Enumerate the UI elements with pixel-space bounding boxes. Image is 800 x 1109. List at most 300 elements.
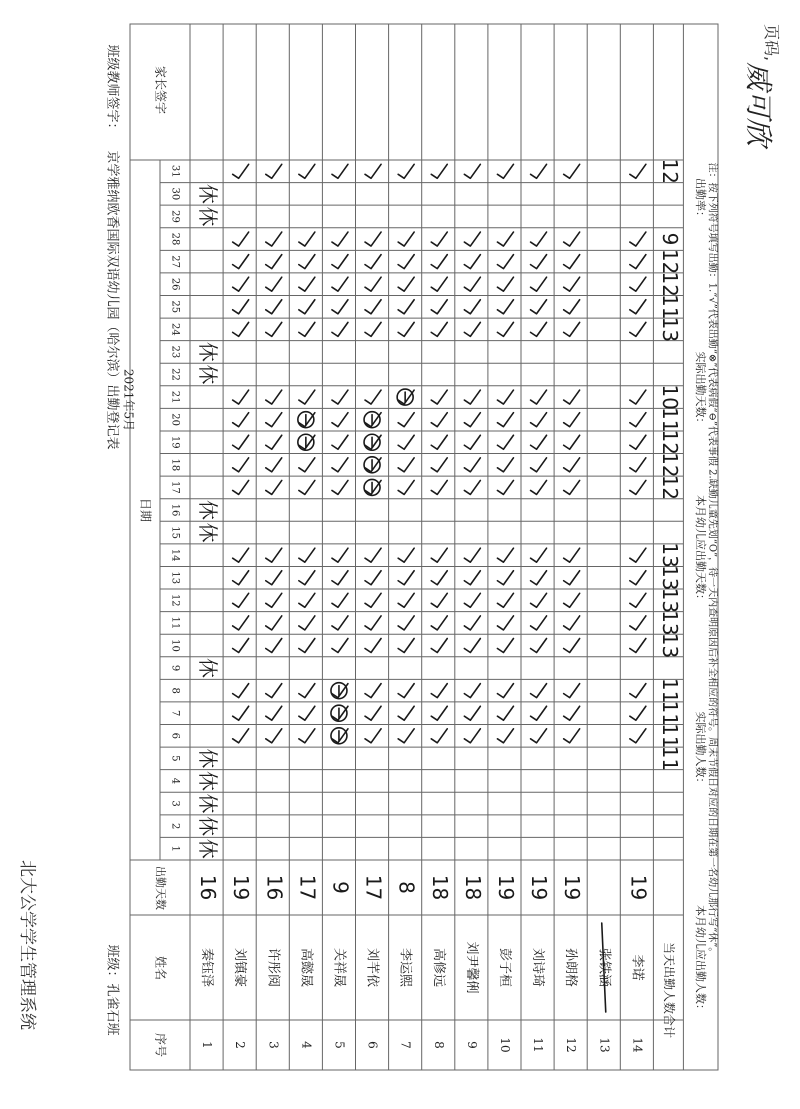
- check-mark: [564, 164, 580, 178]
- check-mark: [365, 593, 381, 607]
- day-number-23: 23: [169, 345, 181, 359]
- row-index: 7: [398, 1041, 413, 1049]
- day-number-26: 26: [169, 277, 181, 291]
- check-mark: [564, 638, 580, 652]
- check-mark: [531, 232, 547, 246]
- check-mark: [398, 413, 414, 427]
- row-index: 4: [299, 1041, 314, 1049]
- actual-label: 实际出勤人数：: [694, 711, 707, 789]
- daily-total: 11: [657, 677, 682, 704]
- attendance-count: 19: [527, 874, 552, 901]
- check-mark: [497, 616, 513, 630]
- check-mark: [365, 232, 381, 246]
- check-mark: [332, 435, 348, 449]
- daily-total: 13: [657, 542, 682, 568]
- check-mark: [497, 458, 513, 472]
- check-mark: [398, 548, 414, 562]
- check-mark: [564, 413, 580, 427]
- check-mark: [531, 571, 547, 585]
- day-number-29: 29: [169, 210, 181, 223]
- day-number-8: 8: [169, 687, 181, 694]
- check-mark: [531, 480, 547, 494]
- check-mark: [266, 255, 282, 269]
- day-number-1: 1: [169, 845, 181, 852]
- check-mark: [630, 593, 646, 607]
- student-name: 高修远: [430, 947, 446, 988]
- day-number-20: 20: [169, 413, 181, 427]
- check-mark: [531, 593, 547, 607]
- row-index: 11: [531, 1037, 546, 1053]
- check-mark: [531, 684, 547, 698]
- attendance-count: 17: [295, 874, 320, 901]
- check-mark: [531, 435, 547, 449]
- check-mark: [233, 413, 249, 427]
- day-number-22: 22: [169, 368, 181, 381]
- check-mark: [299, 706, 315, 720]
- check-mark: [266, 458, 282, 472]
- check-mark: [497, 706, 513, 720]
- attendance-count: 19: [229, 874, 254, 901]
- day-number-3: 3: [169, 800, 181, 807]
- day-number-18: 18: [169, 458, 181, 472]
- check-mark: [233, 255, 249, 269]
- daily-total: 12: [657, 429, 682, 455]
- handwritten-signature: 威可欣: [742, 62, 775, 147]
- day-number-13: 13: [169, 571, 181, 585]
- student-name: 李诺: [629, 954, 645, 981]
- check-mark: [464, 638, 480, 652]
- check-mark: [431, 255, 447, 269]
- check-mark: [531, 616, 547, 630]
- check-mark: [299, 548, 315, 562]
- check-mark: [531, 706, 547, 720]
- check-mark: [431, 638, 447, 652]
- check-mark: [332, 255, 348, 269]
- holiday-mark: 休: [196, 838, 221, 859]
- check-mark: [233, 390, 249, 404]
- attendance-count: 9: [328, 881, 353, 894]
- note-line: 注：按下列符号填写出勤：1.“√”代表出勤“⊗”代表病假“⊖”代表事假 2.缺勤儿童先划“O”，待一天内查明原因后补全相应的符号。周末节假日对应的日期在第一名幼儿那行写“休”。: [706, 162, 718, 958]
- holiday-mark: 休: [196, 770, 221, 791]
- check-mark: [332, 277, 348, 291]
- check-mark: [266, 729, 282, 743]
- check-mark: [531, 255, 547, 269]
- student-name: 关祥晟: [331, 947, 347, 988]
- check-mark: [299, 458, 315, 472]
- check-mark: [266, 390, 282, 404]
- student-name: 刘镇豪: [232, 947, 248, 988]
- check-mark: [464, 435, 480, 449]
- check-mark: [497, 413, 513, 427]
- attendance-count: 18: [460, 874, 485, 901]
- day-number-2: 2: [169, 822, 181, 830]
- check-mark: [431, 390, 447, 404]
- check-mark: [497, 300, 513, 314]
- daily-total: 11: [657, 723, 682, 749]
- check-mark: [464, 300, 480, 314]
- check-mark: [332, 413, 348, 427]
- check-mark: [464, 413, 480, 427]
- check-mark: [233, 277, 249, 291]
- row-index: 1: [200, 1041, 215, 1049]
- check-mark: [332, 571, 348, 585]
- daily-total: 11: [657, 294, 682, 320]
- check-mark: [431, 706, 447, 720]
- check-mark: [266, 164, 282, 178]
- check-mark: [497, 435, 513, 449]
- check-mark: [233, 458, 249, 472]
- day-number-27: 27: [169, 255, 181, 268]
- check-mark: [630, 729, 646, 743]
- check-mark: [464, 480, 480, 494]
- check-mark: [431, 571, 447, 585]
- row-index: 14: [630, 1037, 645, 1053]
- table-border: [130, 24, 718, 1070]
- student-name: 高懿晟: [298, 947, 314, 988]
- check-mark: [233, 300, 249, 314]
- total-label: 当天出勤人数合计: [661, 941, 676, 1039]
- check-mark: [398, 729, 414, 743]
- day-number-16: 16: [169, 503, 181, 517]
- check-mark: [431, 480, 447, 494]
- check-mark: [464, 277, 480, 291]
- check-mark: [398, 571, 414, 585]
- check-mark: [233, 164, 249, 178]
- attendance-count: 19: [626, 874, 651, 901]
- check-mark: [365, 571, 381, 585]
- check-mark: [266, 435, 282, 449]
- check-mark: [464, 548, 480, 562]
- sheet-title: 京学雅纳欧香国际双语幼儿园（哈尔滨）出勤登记表: [104, 150, 120, 450]
- check-mark: [564, 480, 580, 494]
- class-label: 班级：孔雀石班: [104, 944, 120, 1036]
- check-mark: [365, 616, 381, 630]
- check-mark: [299, 255, 315, 269]
- check-mark: [332, 480, 348, 494]
- check-mark: [564, 706, 580, 720]
- col-index-header: 序号: [153, 1032, 168, 1058]
- col-name-header: 姓名: [153, 955, 168, 981]
- row-index: 8: [431, 1041, 446, 1049]
- student-name: 孙朗格: [563, 947, 579, 988]
- holiday-mark: 休: [196, 500, 221, 520]
- page-label: 页码,: [762, 24, 781, 62]
- check-mark: [332, 548, 348, 562]
- check-mark: [564, 255, 580, 269]
- check-mark: [365, 322, 381, 336]
- row-index: 10: [497, 1037, 512, 1053]
- daily-total: 11: [657, 700, 682, 726]
- student-name: 张铁涵: [596, 947, 612, 988]
- check-mark: [564, 593, 580, 607]
- row-index: 9: [464, 1041, 479, 1049]
- check-mark: [630, 706, 646, 720]
- check-mark: [365, 548, 381, 562]
- check-mark: [266, 232, 282, 246]
- check-mark: [233, 232, 249, 246]
- check-mark: [299, 277, 315, 291]
- check-mark: [564, 300, 580, 314]
- day-number-21: 21: [169, 390, 181, 404]
- check-mark: [431, 413, 447, 427]
- student-name: 刘芊依: [364, 947, 380, 988]
- check-mark: [431, 616, 447, 630]
- check-mark: [497, 255, 513, 269]
- check-mark: [497, 277, 513, 291]
- attendance-count: 19: [560, 874, 585, 901]
- check-mark: [266, 277, 282, 291]
- check-mark: [332, 322, 348, 336]
- check-mark: [398, 593, 414, 607]
- check-mark: [630, 571, 646, 585]
- daily-total: 12: [657, 452, 682, 478]
- check-mark: [564, 232, 580, 246]
- student-name: 刘尹馨俐: [463, 941, 479, 994]
- check-mark: [531, 390, 547, 404]
- check-mark: [497, 571, 513, 585]
- attendance-count: 17: [361, 874, 386, 901]
- check-mark: [398, 458, 414, 472]
- check-mark: [630, 277, 646, 291]
- check-mark: [630, 413, 646, 427]
- check-mark: [630, 638, 646, 652]
- holiday-mark: 休: [196, 793, 221, 814]
- holiday-mark: 休: [196, 748, 221, 769]
- check-mark: [365, 684, 381, 698]
- check-mark: [365, 300, 381, 314]
- check-mark: [497, 322, 513, 336]
- check-mark: [497, 684, 513, 698]
- check-mark: [266, 480, 282, 494]
- day-number-5: 5: [169, 755, 181, 762]
- check-mark: [564, 684, 580, 698]
- check-mark: [398, 164, 414, 178]
- check-mark: [266, 593, 282, 607]
- daily-total: 13: [657, 632, 682, 659]
- daily-total: 11: [657, 745, 682, 772]
- check-mark: [630, 390, 646, 404]
- day-number-10: 10: [169, 639, 181, 652]
- check-mark: [266, 413, 282, 427]
- check-mark: [497, 729, 513, 743]
- student-name: 彭子桓: [496, 947, 512, 988]
- check-mark: [431, 593, 447, 607]
- check-mark: [630, 435, 646, 449]
- check-mark: [464, 571, 480, 585]
- check-mark: [332, 638, 348, 652]
- check-mark: [266, 684, 282, 698]
- check-mark: [299, 232, 315, 246]
- check-mark: [398, 706, 414, 720]
- attendance-count: 16: [262, 874, 287, 901]
- check-mark: [464, 593, 480, 607]
- check-mark: [233, 322, 249, 336]
- row-index: 2: [233, 1041, 248, 1049]
- check-mark: [564, 435, 580, 449]
- check-mark: [398, 300, 414, 314]
- check-mark: [233, 480, 249, 494]
- check-mark: [299, 164, 315, 178]
- daily-total: 11: [657, 406, 682, 433]
- check-mark: [431, 684, 447, 698]
- parent-sign-label: 家长签字: [153, 65, 168, 115]
- check-mark: [630, 232, 646, 246]
- check-mark: [299, 480, 315, 494]
- check-mark: [398, 322, 414, 336]
- check-mark: [398, 277, 414, 291]
- col-date-header: 日期: [138, 497, 153, 523]
- day-number-24: 24: [169, 322, 181, 336]
- day-number-12: 12: [169, 593, 181, 607]
- daily-total: 13: [657, 587, 682, 614]
- check-mark: [564, 390, 580, 404]
- check-mark: [531, 413, 547, 427]
- check-mark: [531, 164, 547, 178]
- holiday-mark: 休: [196, 341, 221, 362]
- check-mark: [630, 684, 646, 698]
- attendance-count: 16: [196, 874, 221, 901]
- daily-total: 12: [657, 248, 682, 275]
- holiday-mark: 休: [196, 183, 221, 204]
- check-mark: [299, 638, 315, 652]
- check-mark: [630, 458, 646, 472]
- check-mark: [233, 435, 249, 449]
- day-number-4: 4: [169, 777, 181, 785]
- check-mark: [365, 277, 381, 291]
- day-number-6: 6: [169, 732, 181, 739]
- check-mark: [464, 616, 480, 630]
- check-mark: [564, 616, 580, 630]
- check-mark: [266, 706, 282, 720]
- check-mark: [464, 164, 480, 178]
- daily-total: 13: [657, 610, 682, 636]
- check-mark: [398, 684, 414, 698]
- student-name: 秦钰泽: [199, 947, 215, 988]
- check-mark: [531, 322, 547, 336]
- attendance-count: 19: [493, 874, 518, 901]
- check-mark: [564, 729, 580, 743]
- check-mark: [431, 322, 447, 336]
- check-mark: [299, 593, 315, 607]
- student-name: 李运熙: [397, 947, 413, 988]
- check-mark: [531, 548, 547, 562]
- row-index: 6: [365, 1041, 380, 1049]
- row-index: 13: [597, 1037, 612, 1053]
- check-mark: [497, 390, 513, 404]
- check-mark: [365, 706, 381, 720]
- check-mark: [630, 322, 646, 336]
- check-mark: [531, 277, 547, 291]
- check-mark: [233, 593, 249, 607]
- check-mark: [531, 729, 547, 743]
- check-mark: [464, 458, 480, 472]
- attendance-count: 8: [394, 881, 419, 894]
- day-number-17: 17: [169, 481, 181, 494]
- sheet-period: 2021年5月: [121, 368, 136, 432]
- check-mark: [564, 277, 580, 291]
- check-mark: [464, 706, 480, 720]
- day-number-7: 7: [169, 710, 181, 717]
- holiday-mark: 休: [196, 364, 221, 385]
- check-mark: [497, 232, 513, 246]
- daily-total: 9: [657, 232, 682, 246]
- check-mark: [398, 638, 414, 652]
- check-mark: [299, 390, 315, 404]
- check-mark: [464, 232, 480, 246]
- check-mark: [266, 300, 282, 314]
- check-mark: [332, 616, 348, 630]
- day-number-31: 31: [169, 164, 181, 178]
- day-number-11: 11: [169, 616, 181, 630]
- daily-total: 13: [657, 316, 682, 343]
- check-mark: [398, 232, 414, 246]
- day-number-15: 15: [169, 526, 181, 539]
- check-mark: [233, 571, 249, 585]
- check-mark: [464, 322, 480, 336]
- daily-total: 10: [657, 384, 682, 410]
- check-mark: [497, 548, 513, 562]
- student-name: 刘诗琦: [530, 947, 546, 988]
- day-number-9: 9: [169, 664, 181, 672]
- check-mark: [431, 300, 447, 314]
- check-mark: [233, 548, 249, 562]
- day-number-28: 28: [169, 232, 181, 246]
- check-mark: [564, 322, 580, 336]
- check-mark: [464, 684, 480, 698]
- check-mark: [630, 548, 646, 562]
- check-mark: [464, 729, 480, 743]
- check-mark: [531, 458, 547, 472]
- check-mark: [332, 593, 348, 607]
- check-mark: [266, 548, 282, 562]
- row-index: 5: [332, 1041, 347, 1049]
- check-mark: [630, 616, 646, 630]
- check-mark: [431, 232, 447, 246]
- holiday-mark: 休: [196, 206, 221, 227]
- check-mark: [398, 616, 414, 630]
- check-mark: [365, 255, 381, 269]
- actual-days-label: 实际出勤天数：: [694, 351, 707, 429]
- day-number-19: 19: [169, 435, 181, 449]
- check-mark: [431, 277, 447, 291]
- daily-total: 12: [657, 158, 682, 185]
- teacher-sign-label: 班级教师签字：: [104, 44, 120, 136]
- daily-total: 13: [657, 565, 682, 591]
- check-mark: [299, 684, 315, 698]
- expected-days-label: 本月幼儿应出勤天数：: [694, 495, 707, 605]
- check-mark: [630, 164, 646, 178]
- check-mark: [332, 232, 348, 246]
- daily-total: 12: [657, 271, 682, 297]
- check-mark: [531, 300, 547, 314]
- day-number-14: 14: [169, 548, 181, 562]
- check-mark: [233, 638, 249, 652]
- check-mark: [398, 435, 414, 449]
- holiday-mark: 休: [196, 658, 221, 679]
- check-mark: [266, 638, 282, 652]
- check-mark: [531, 638, 547, 652]
- check-mark: [630, 480, 646, 494]
- attendance-count: 18: [427, 874, 452, 901]
- check-mark: [233, 706, 249, 720]
- check-mark: [497, 480, 513, 494]
- day-number-25: 25: [169, 300, 181, 314]
- rate-label: 出勤率：: [694, 178, 707, 222]
- check-mark: [233, 729, 249, 743]
- row-index: 12: [564, 1037, 579, 1053]
- system-name: 北大公学学生管理系统: [17, 860, 37, 1030]
- check-mark: [398, 480, 414, 494]
